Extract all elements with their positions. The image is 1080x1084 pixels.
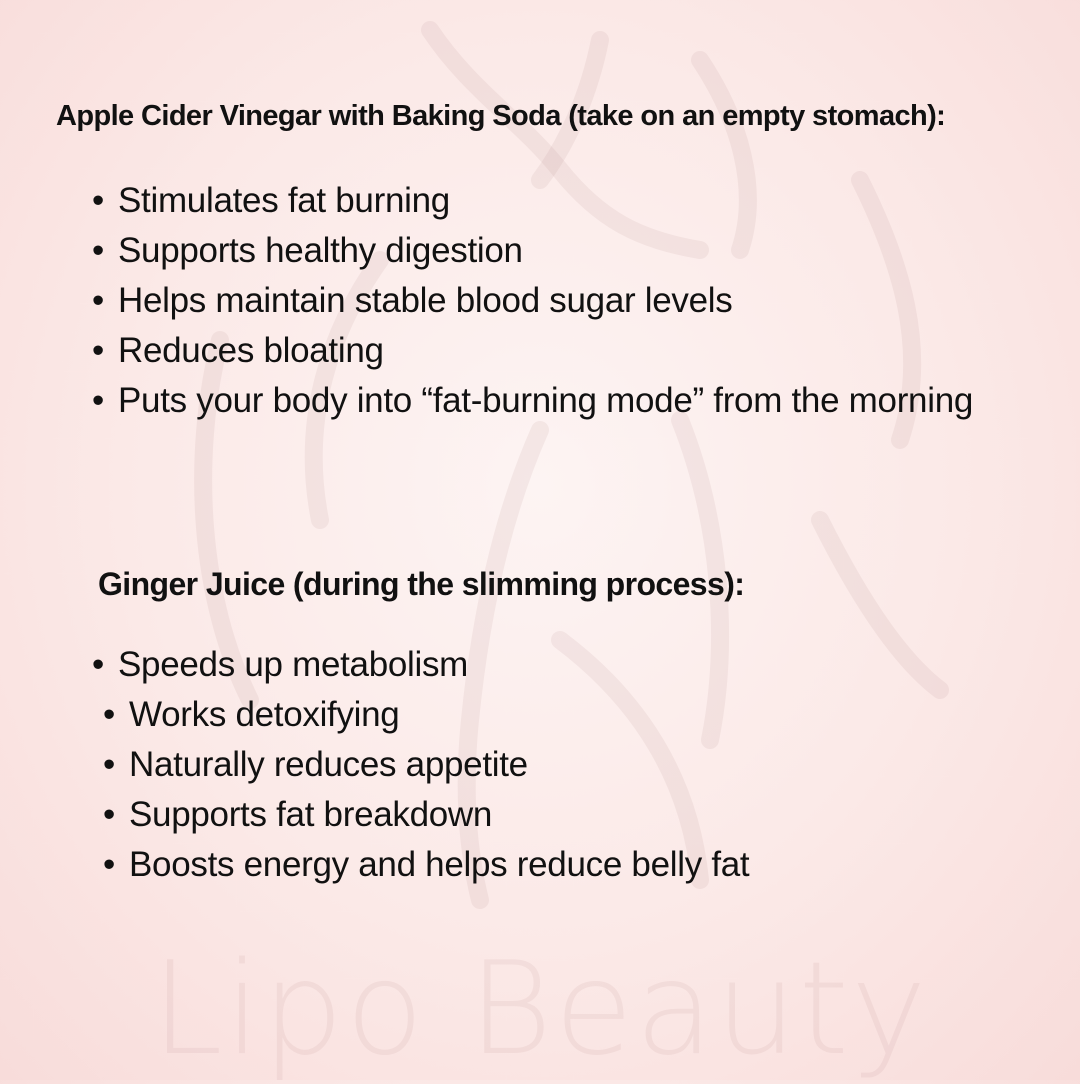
list-item <box>92 790 749 840</box>
bullet-icon: • <box>92 181 104 220</box>
brand-watermark: Lipo Beauty <box>151 935 929 1084</box>
bullet-icon: • <box>92 281 104 320</box>
list-item-text: Boosts energy and helps reduce belly fat <box>129 845 750 884</box>
list-item-text: Reduces bloating <box>118 331 384 370</box>
list-item-text: Puts your body into “fat-burning mode” from the morning <box>118 381 974 420</box>
list-item <box>92 690 749 740</box>
list-item <box>92 326 973 376</box>
list-item-text: Supports fat breakdown <box>129 795 493 834</box>
list-item-text: Naturally reduces appetite <box>129 745 528 784</box>
benefits-list-ginger-juice <box>92 640 749 890</box>
list-item-text: Works detoxifying <box>129 695 400 734</box>
bullet-icon: • <box>103 695 115 734</box>
bullet-icon: • <box>103 845 115 884</box>
list-item <box>92 376 973 426</box>
section-heading-apple-cider-vinegar: Apple Cider Vinegar with Baking Soda (take on an empty stomach): <box>56 100 946 132</box>
bullet-icon: • <box>92 331 104 370</box>
list-item-text: Speeds up metabolism <box>118 645 469 684</box>
bullet-icon: • <box>92 645 104 684</box>
bullet-icon: • <box>92 381 104 420</box>
bullet-icon: • <box>103 795 115 834</box>
benefits-list-apple-cider-vinegar <box>92 176 973 426</box>
list-item <box>92 740 749 790</box>
bullet-icon: • <box>103 745 115 784</box>
list-item <box>92 840 749 890</box>
list-item-text: Helps maintain stable blood sugar levels <box>118 281 733 320</box>
list-item <box>92 176 973 226</box>
list-item <box>92 226 973 276</box>
list-item-text: Stimulates fat burning <box>118 181 450 220</box>
bullet-icon: • <box>92 231 104 270</box>
list-item <box>92 640 749 690</box>
section-heading-ginger-juice: Ginger Juice (during the slimming process): <box>98 566 745 602</box>
list-item-text: Supports healthy digestion <box>118 231 523 270</box>
list-item <box>92 276 973 326</box>
